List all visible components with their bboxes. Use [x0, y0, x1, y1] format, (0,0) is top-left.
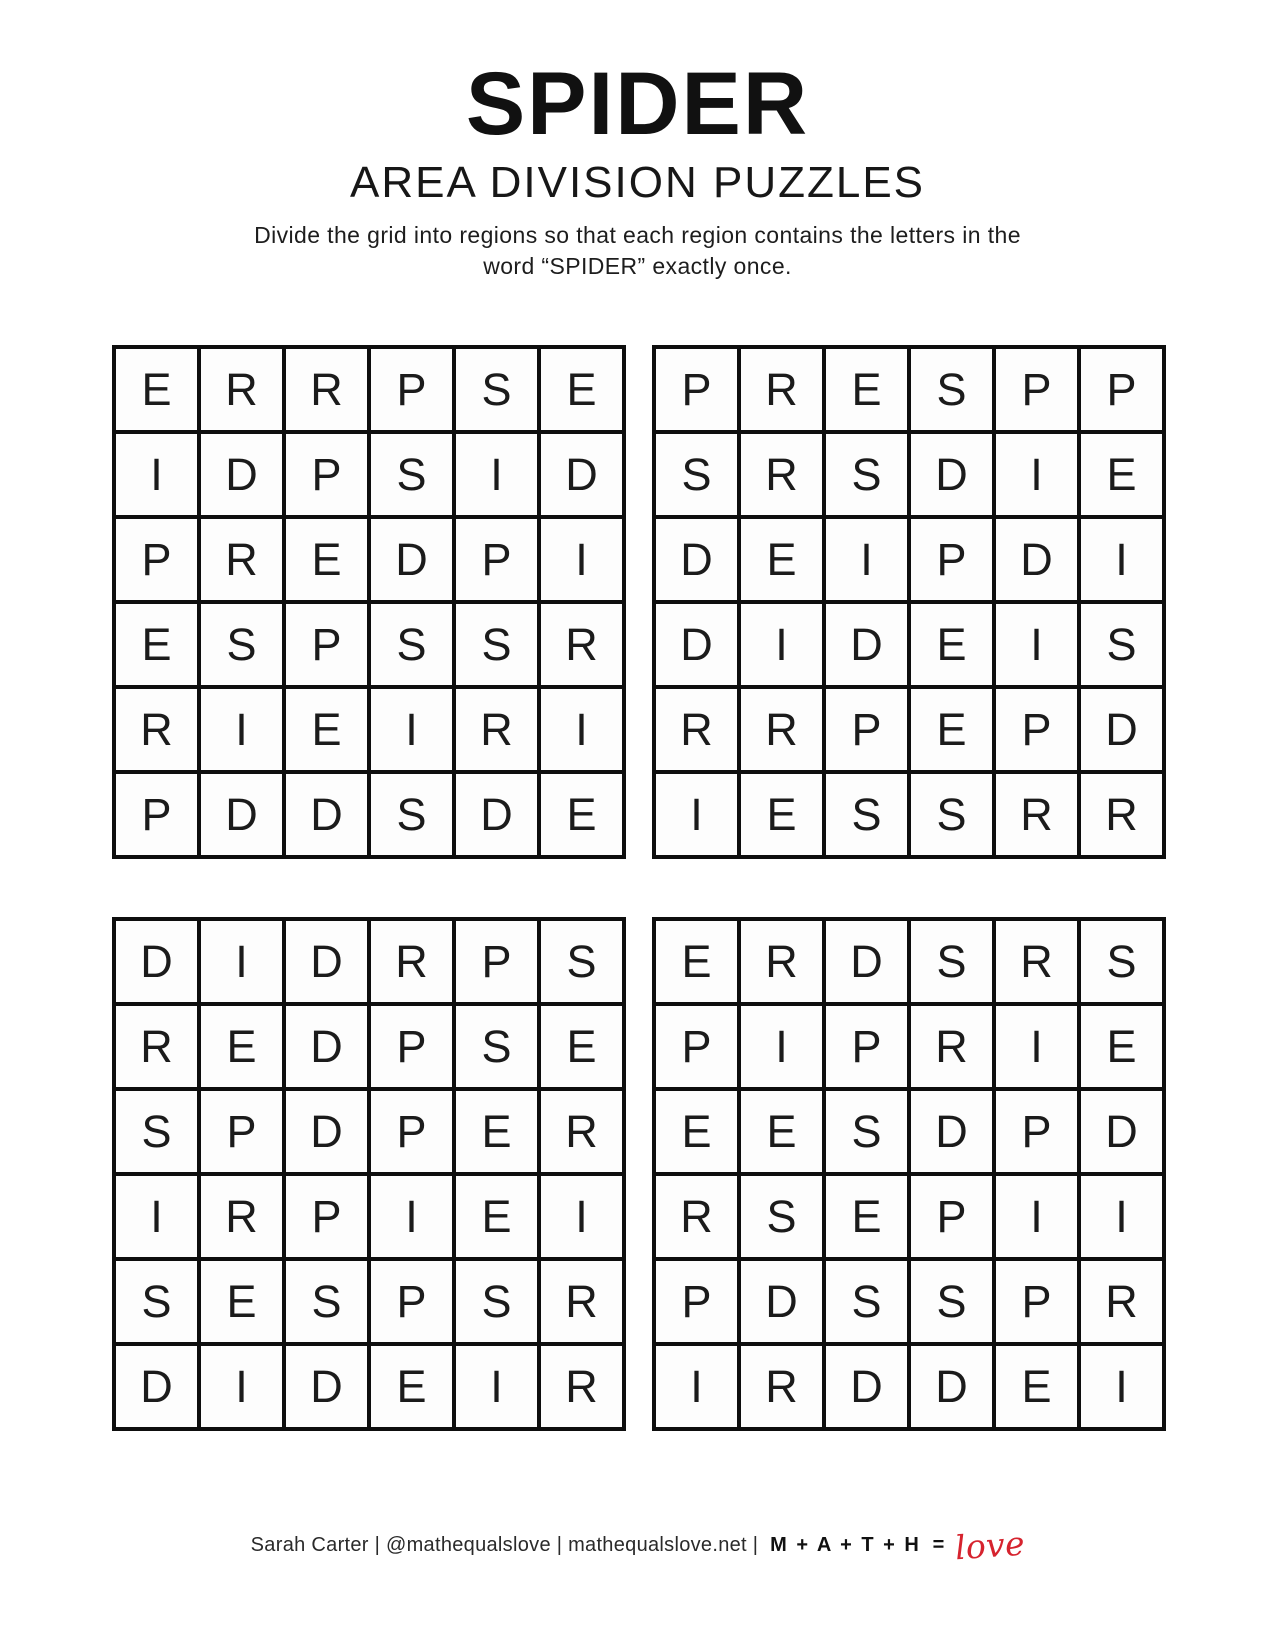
- grid-cell: R: [739, 432, 824, 517]
- puzzle-grid-bottom-left: [112, 917, 626, 1431]
- grid-cell: R: [539, 1089, 624, 1174]
- credit-text: Sarah Carter | @mathequalslove | mathequalslove.net |: [250, 1534, 759, 1556]
- grid-cell: I: [994, 432, 1079, 517]
- grid-cell: S: [739, 1174, 824, 1259]
- grid-cell: R: [284, 347, 369, 432]
- grid-cell: S: [454, 1259, 539, 1344]
- brand-math: M + A + T + H: [770, 1534, 921, 1556]
- grid-cell: R: [114, 1004, 199, 1089]
- grid-cell: D: [284, 919, 369, 1004]
- grid-cell: R: [369, 919, 454, 1004]
- grid-cell: P: [909, 1174, 994, 1259]
- grid-cell: E: [199, 1004, 284, 1089]
- page-title: SPIDER: [465, 53, 810, 153]
- grid-cell: P: [994, 347, 1079, 432]
- grid-cell: R: [539, 1259, 624, 1344]
- grid-cell: E: [284, 687, 369, 772]
- grid-cell: R: [539, 602, 624, 687]
- grid-cell: I: [994, 602, 1079, 687]
- grid-cell: E: [454, 1174, 539, 1259]
- grid-cell: P: [1079, 347, 1164, 432]
- grid-cell: E: [909, 602, 994, 687]
- grid-cell: I: [994, 1174, 1079, 1259]
- grid-cell: D: [284, 772, 369, 857]
- grid-cell: D: [369, 517, 454, 602]
- instructions: [0, 220, 1275, 282]
- grid-cell: D: [284, 1004, 369, 1089]
- grid-cell: I: [454, 432, 539, 517]
- grid-cell: S: [654, 432, 739, 517]
- grid-cell: D: [994, 517, 1079, 602]
- grid-cell: I: [739, 602, 824, 687]
- grid-cell: E: [824, 347, 909, 432]
- equals-sign: =: [932, 1534, 945, 1556]
- grid-cell: P: [454, 919, 539, 1004]
- grid-cell: I: [539, 517, 624, 602]
- grid-cell: D: [654, 517, 739, 602]
- grid-cell: D: [284, 1089, 369, 1174]
- grid-cell: I: [1079, 517, 1164, 602]
- grid-cell: P: [369, 1004, 454, 1089]
- grid-cell: R: [199, 1174, 284, 1259]
- grid-cell: I: [454, 1344, 539, 1429]
- grid-cell: P: [284, 1174, 369, 1259]
- grid-cell: P: [114, 517, 199, 602]
- grid-cell: E: [369, 1344, 454, 1429]
- grid-cell: P: [114, 772, 199, 857]
- grid-cell: P: [284, 432, 369, 517]
- grid-cell: D: [824, 602, 909, 687]
- puzzle-grid-top-left: [112, 345, 626, 859]
- grid-cell: D: [114, 919, 199, 1004]
- grid-cell: P: [654, 1259, 739, 1344]
- grid-cell: P: [284, 602, 369, 687]
- grid-cell: S: [369, 772, 454, 857]
- grid-cell: R: [739, 687, 824, 772]
- grid-cell: D: [909, 1089, 994, 1174]
- grid-cell: R: [199, 347, 284, 432]
- grid-cell: E: [739, 517, 824, 602]
- page-subtitle: AREA DIVISION PUZZLES: [349, 158, 926, 207]
- grid-cell: P: [824, 1004, 909, 1089]
- grid-cell: S: [199, 602, 284, 687]
- grid-cell: I: [199, 1344, 284, 1429]
- grid-cell: R: [739, 1344, 824, 1429]
- grid-cell: S: [369, 432, 454, 517]
- grid-cell: R: [539, 1344, 624, 1429]
- grid-cell: E: [539, 347, 624, 432]
- grid-cell: D: [539, 432, 624, 517]
- grid-cell: R: [994, 772, 1079, 857]
- grid-cell: D: [824, 1344, 909, 1429]
- grid-cell: E: [739, 1089, 824, 1174]
- grid-cell: P: [369, 1089, 454, 1174]
- grid-cell: E: [1079, 432, 1164, 517]
- grid-cell: I: [199, 919, 284, 1004]
- grid-cell: S: [114, 1259, 199, 1344]
- grid-cell: D: [654, 602, 739, 687]
- grid-cell: S: [1079, 919, 1164, 1004]
- grid-cell: S: [284, 1259, 369, 1344]
- grid-cell: S: [824, 1259, 909, 1344]
- brand-love: love: [953, 1523, 1026, 1568]
- grid-cell: R: [739, 347, 824, 432]
- puzzle-grid-bottom-right: [652, 917, 1166, 1431]
- grid-cell: E: [114, 347, 199, 432]
- grid-cell: S: [454, 602, 539, 687]
- grid-cell: R: [654, 1174, 739, 1259]
- grid-cell: D: [909, 432, 994, 517]
- grid-cell: P: [994, 1089, 1079, 1174]
- grid-cell: E: [284, 517, 369, 602]
- grid-cell: E: [454, 1089, 539, 1174]
- grid-cell: S: [824, 432, 909, 517]
- grid-cell: E: [739, 772, 824, 857]
- grid-cell: E: [199, 1259, 284, 1344]
- grid-cell: P: [369, 347, 454, 432]
- grid-cell: I: [654, 772, 739, 857]
- grid-cell: R: [654, 687, 739, 772]
- grid-cell: I: [1079, 1174, 1164, 1259]
- grid-cell: R: [909, 1004, 994, 1089]
- grid-cell: S: [454, 347, 539, 432]
- footer-credit: [0, 1523, 1275, 1568]
- instructions-line-2: word “SPIDER” exactly once.: [483, 253, 792, 279]
- grid-cell: I: [824, 517, 909, 602]
- grid-cell: E: [909, 687, 994, 772]
- grid-cell: D: [199, 772, 284, 857]
- grid-cell: S: [1079, 602, 1164, 687]
- grid-cell: D: [739, 1259, 824, 1344]
- grid-cell: I: [739, 1004, 824, 1089]
- grid-cell: R: [199, 517, 284, 602]
- grid-cell: I: [539, 1174, 624, 1259]
- grid-cell: I: [369, 1174, 454, 1259]
- grid-cell: P: [994, 687, 1079, 772]
- grid-cell: P: [654, 1004, 739, 1089]
- grid-cell: E: [539, 1004, 624, 1089]
- grid-cell: D: [454, 772, 539, 857]
- grid-cell: E: [654, 1089, 739, 1174]
- grid-cell: R: [994, 919, 1079, 1004]
- grid-cell: D: [1079, 1089, 1164, 1174]
- grid-cell: E: [114, 602, 199, 687]
- grid-cell: E: [1079, 1004, 1164, 1089]
- grid-cell: S: [114, 1089, 199, 1174]
- grid-cell: P: [199, 1089, 284, 1174]
- grid-cell: S: [454, 1004, 539, 1089]
- grid-cell: D: [824, 919, 909, 1004]
- grid-cell: I: [539, 687, 624, 772]
- grid-cell: I: [1079, 1344, 1164, 1429]
- grid-cell: I: [654, 1344, 739, 1429]
- instructions-line-1: Divide the grid into regions so that each region contains the letters in the: [254, 222, 1021, 248]
- grid-cell: E: [824, 1174, 909, 1259]
- grid-cell: P: [909, 517, 994, 602]
- grid-cell: D: [284, 1344, 369, 1429]
- grid-cell: I: [114, 1174, 199, 1259]
- puzzle-grid-top-right: [652, 345, 1166, 859]
- grid-cell: P: [824, 687, 909, 772]
- grid-cell: R: [1079, 1259, 1164, 1344]
- grid-cell: R: [739, 919, 824, 1004]
- grid-cell: S: [824, 1089, 909, 1174]
- grid-cell: D: [909, 1344, 994, 1429]
- grid-cell: S: [909, 919, 994, 1004]
- grid-cell: S: [909, 347, 994, 432]
- grid-cell: R: [454, 687, 539, 772]
- grid-cell: E: [654, 919, 739, 1004]
- grid-cell: S: [369, 602, 454, 687]
- grid-cell: E: [539, 772, 624, 857]
- grid-cell: S: [909, 1259, 994, 1344]
- grid-cell: I: [114, 432, 199, 517]
- grid-cell: I: [994, 1004, 1079, 1089]
- grid-cell: P: [994, 1259, 1079, 1344]
- grid-cell: P: [454, 517, 539, 602]
- grid-cell: S: [909, 772, 994, 857]
- grid-cell: S: [539, 919, 624, 1004]
- grid-cell: R: [114, 687, 199, 772]
- grid-cell: E: [994, 1344, 1079, 1429]
- grid-cell: D: [199, 432, 284, 517]
- grid-cell: D: [1079, 687, 1164, 772]
- grid-cell: D: [114, 1344, 199, 1429]
- grid-cell: S: [824, 772, 909, 857]
- grid-cell: P: [654, 347, 739, 432]
- grid-cell: I: [369, 687, 454, 772]
- grid-cell: R: [1079, 772, 1164, 857]
- grid-cell: I: [199, 687, 284, 772]
- grid-cell: P: [369, 1259, 454, 1344]
